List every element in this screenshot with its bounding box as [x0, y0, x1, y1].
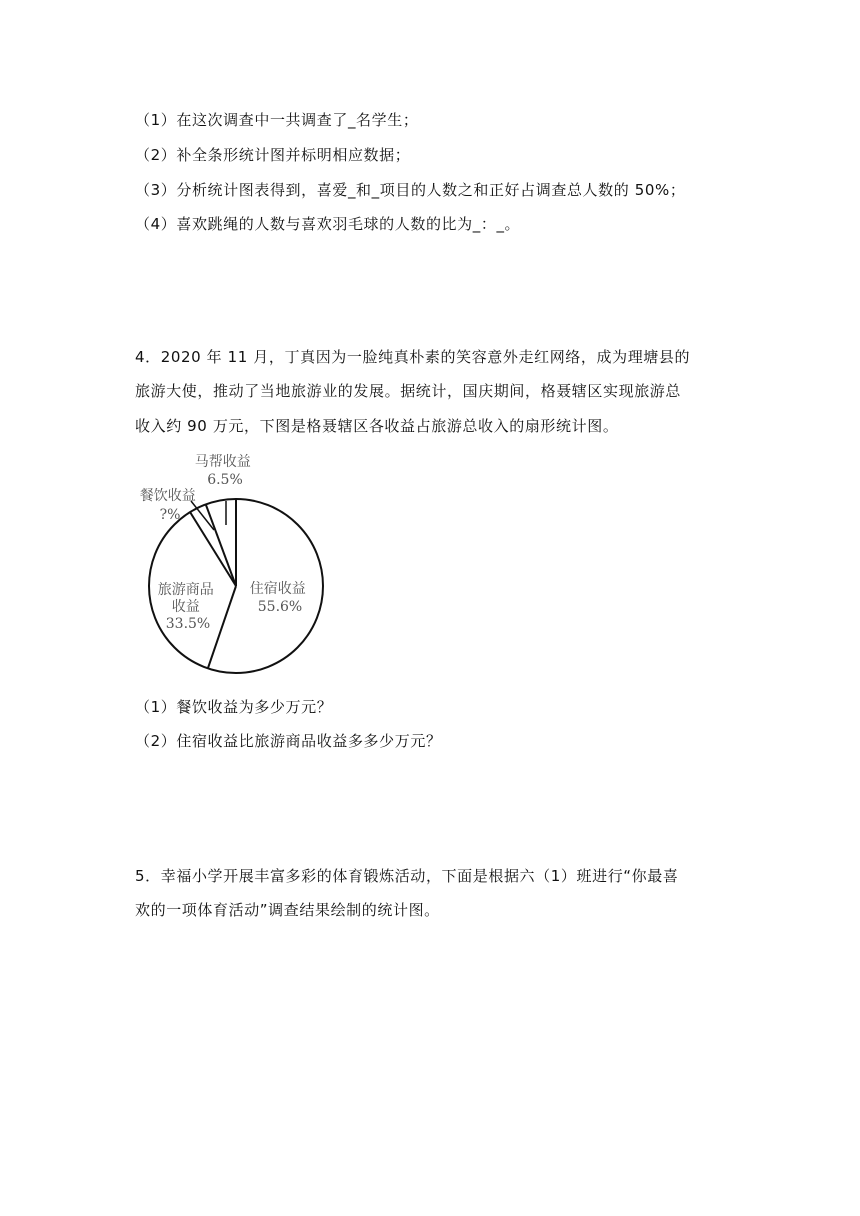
income-pie-chart	[130, 450, 350, 680]
slice-label-dining: 餐饮收益 ?%	[139, 488, 196, 523]
q3-item-3: （3）分析统计图表得到，喜爱_和_项目的人数之和正好占调查总人数的 50%；	[135, 181, 686, 199]
q5-text-line-1: 5．幸福小学开展丰富多彩的体育锻炼活动，下面是根据六（1）班进行“你最喜	[135, 867, 679, 885]
q5-text-line-2: 欢的一项体育活动”调查结果绘制的统计图。	[135, 901, 440, 919]
q4-text-line-3: 收入约 90 万元，下图是格聂辖区各收益占旅游总收入的扇形统计图。	[135, 417, 619, 435]
q3-item-2: （2）补全条形统计图并标明相应数据；	[135, 146, 411, 164]
q3-item-1: （1）在这次调查中一共调查了_名学生；	[135, 111, 419, 129]
slice-divider-lodging-goods	[208, 586, 236, 668]
slice-label-lodging: 住宿收益 55.6%	[249, 581, 306, 615]
q4-sub-question-1: （1）餐饮收益为多少万元？	[135, 698, 333, 716]
q4-sub-question-2: （2）住宿收益比旅游商品收益多多少万元？	[135, 732, 442, 750]
q3-item-4: （4）喜欢跳绳的人数与喜欢羽毛球的人数的比为_：_。	[135, 215, 521, 233]
q4-text-line-2: 旅游大使，推动了当地旅游业的发展。据统计，国庆期间，格聂辖区实现旅游总	[135, 382, 682, 400]
slice-label-goods: 旅游商品 收益 33.5%	[157, 582, 214, 632]
q4-text-line-1: 4．2020 年 11 月，丁真因为一脸纯真朴素的笑容意外走红网络，成为理塘县的	[135, 348, 691, 366]
slice-label-horse: 马帮收益 6.5%	[194, 454, 251, 488]
